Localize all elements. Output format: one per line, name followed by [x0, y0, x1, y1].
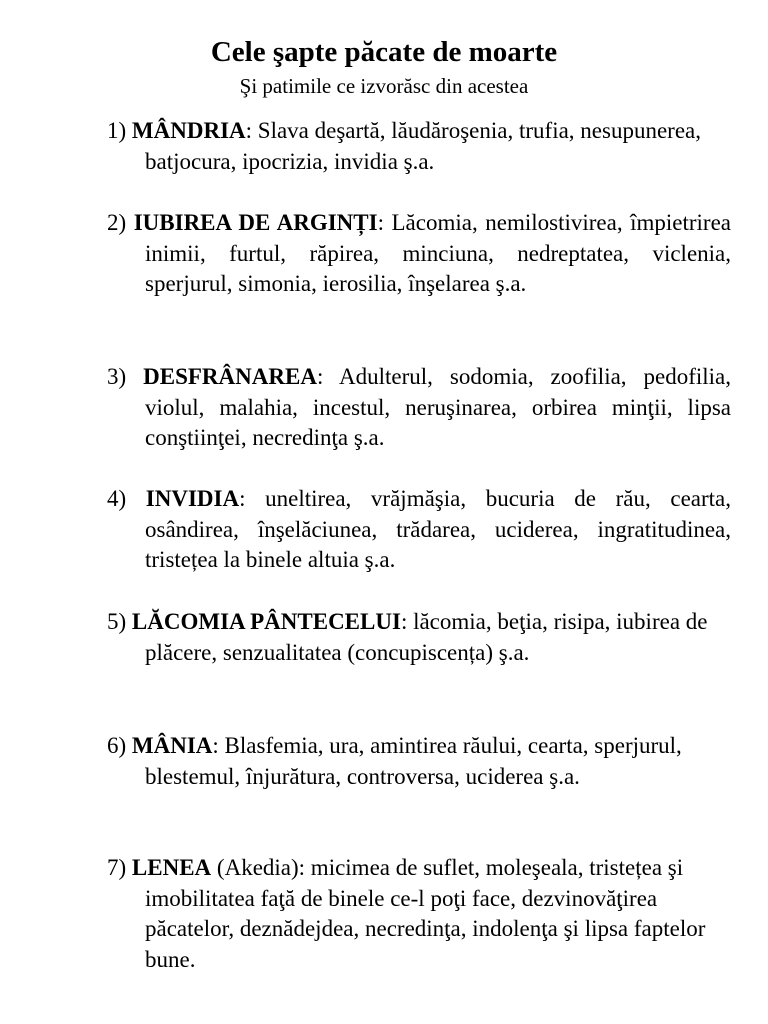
- sin-name: DESFRÂNAREA: [143, 364, 317, 389]
- sin-name: LĂCOMIA PÂNTECELUI: [131, 609, 401, 634]
- sin-description: : Slava deşartă, lăudăroşenia, trufia, nesupunerea, batjocura, ipocrizia, invidia ş.a.: [145, 118, 701, 174]
- sin-item-7: [107, 853, 731, 975]
- sin-item-5: [107, 607, 731, 668]
- sin-number: 2): [107, 210, 127, 235]
- sin-item-2: [107, 208, 731, 300]
- sin-name: MÂNIA: [131, 733, 213, 758]
- sin-name: LENEA: [131, 855, 212, 880]
- sin-number: 1): [107, 118, 127, 143]
- page-subtitle: Şi patimile ce izvorăsc din acestea: [239, 74, 529, 98]
- sin-item-6: [107, 731, 731, 792]
- sin-number: 6): [107, 733, 127, 758]
- page-title: Cele şapte păcate de moarte: [210, 36, 558, 68]
- sin-description: : Blasfemia, ura, amintirea răului, cearta, sperjurul, blestemul, înjurătura, controversa, uciderea ş.a.: [145, 733, 682, 789]
- sin-number: 7): [107, 855, 127, 880]
- sin-item-4: [107, 484, 731, 576]
- sin-item-1: [107, 116, 731, 177]
- sin-name: IUBIREA DE ARGINȚI: [133, 210, 378, 235]
- sin-name: MÂNDRIA: [131, 118, 246, 143]
- sin-item-3: [107, 362, 731, 454]
- sin-description: (Akedia): micimea de suflet, moleşeala, tristețea şi imobilitatea faţă de binele ce-l poţi face, dezvinovăţirea păcatelor, deznădejdea, necredinţa, indolenţa şi lipsa faptelor bune.: [145, 855, 706, 972]
- sin-description: : Adulterul, sodomia, zoofilia, pedofilia, violul, malahia, incestul, neruşinarea, orbirea minţii, lipsa conştiinţei, necredinţa ş.a.: [145, 364, 732, 450]
- sin-description: : lăcomia, beţia, risipa, iubirea de plăcere, senzualitatea (concupiscența) ş.a.: [145, 609, 708, 665]
- sin-name: INVIDIA: [145, 486, 240, 511]
- sin-description: : uneltirea, vrăjmăşia, bucuria de rău, cearta, osândirea, înşelăciunea, trădarea, uciderea, ingratitudinea, tristețea la binele altuia ş.a.: [145, 486, 731, 572]
- sin-description: : Lăcomia, nemilostivirea, împietrirea inimii, furtul, răpirea, minciuna, nedreptatea, viclenia, sperjurul, simonia, ierosilia, înşelarea ş.a.: [145, 210, 731, 296]
- sin-number: 5): [107, 609, 127, 634]
- sin-number: 4): [107, 486, 127, 511]
- sin-number: 3): [107, 364, 127, 389]
